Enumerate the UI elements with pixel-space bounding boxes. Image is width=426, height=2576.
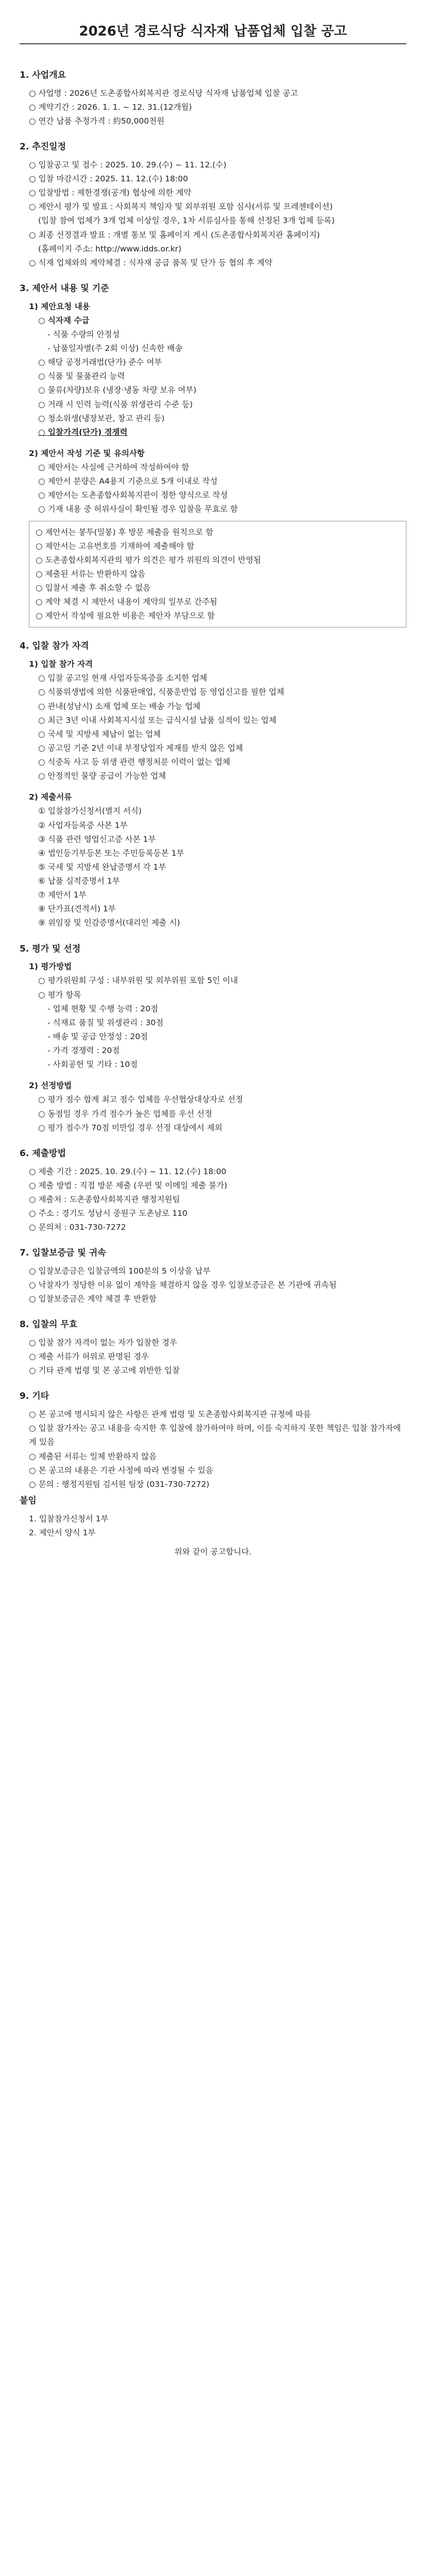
section-heading: 2. 추진일정 [20, 142, 66, 152]
text-line: ○ 문의 : 행정지원팀 김서원 팀장 (031-730-7272) [29, 1479, 209, 1489]
text-line: ○ 제안서 작성에 필요한 비용은 제안자 부담으로 함 [36, 611, 215, 621]
section-7 [20, 1246, 406, 1306]
text-line: ○ 식재 업체와의 계약체결 : 식자재 공급 품목 및 단가 등 협의 후 계약 [29, 258, 273, 267]
text-line: ③ 식품 관련 영업신고증 사본 1부 [38, 834, 156, 844]
text-line: ○ 사업명 : 2026년 도촌종합사회복지관 경로식당 식자재 납품업체 입찰 공고 [29, 88, 298, 98]
text-line: ○ 본 공고의 내용은 기관 사정에 따라 변경될 수 있음 [29, 1465, 214, 1475]
section-2 [20, 140, 406, 270]
text-line: ○ 입찰보증금은 입찰금액의 100분의 5 이상을 납부 [29, 1266, 211, 1276]
text-line: - 업체 현황 및 수행 능력 : 20점 [47, 1004, 158, 1013]
text-line: ○ 평가 점수가 70점 미만일 경우 선정 대상에서 제외 [38, 1123, 223, 1132]
section-9 [20, 1389, 406, 1492]
text-line: ○ 입찰 참가자는 공고 내용을 숙지한 후 입찰에 참가하여야 하며, 이를 숙지하지 못한 책임은 입찰 참가자에게 있음 [29, 1423, 401, 1447]
text-line: - 사회공헌 및 기타 : 10점 [47, 1060, 138, 1070]
text-line: ⑤ 국세 및 지방세 완납증명서 각 1부 [38, 862, 166, 872]
text-line: ○ 동점일 경우 가격 점수가 높은 업체를 우선 선정 [38, 1109, 212, 1118]
section-heading: 1. 사업개요 [20, 70, 66, 80]
text-line: ○ 최근 3년 이내 사회복지시설 또는 급식시설 납품 실적이 있는 업체 [38, 715, 276, 725]
attachment-item: 2. 제안서 양식 1부 [29, 1528, 96, 1537]
text-line: ○ 문의처 : 031-730-7272 [29, 1223, 126, 1232]
section-heading: 9. 기타 [20, 1391, 50, 1402]
text-line: ⑥ 납품 실적증명서 1부 [38, 876, 120, 886]
subsection-heading: 1) 평가방법 [29, 962, 72, 972]
section-6 [20, 1146, 406, 1234]
text-line: ○ 도촌종합사회복지관의 평가 의견은 평가 위원의 의견이 반영됨 [36, 555, 261, 565]
text-line: ○ 주소 : 경기도 성남시 중원구 도촌남로 110 [29, 1208, 188, 1218]
text-line: ② 사업자등록증 사본 1부 [38, 820, 128, 830]
text-line: ○ 제출 기간 : 2025. 10. 29.(수) ~ 11. 12.(수) 18:00 [29, 1166, 226, 1176]
subsection-heading: 2) 제출서류 [29, 792, 72, 802]
document-title: 2026년 경로식당 식자재 납품업체 입찰 공고 [79, 24, 347, 39]
text-line: ○ 평가 항목 [38, 990, 81, 999]
attachments-heading: 붙임 [20, 1495, 37, 1506]
text-line: ○ 청소위생(냉장보관, 창고 관리 등) [38, 413, 165, 423]
text-line: ○ 입찰방법 : 제한경쟁(공개) 협상에 의한 계약 [29, 188, 191, 198]
text-line: ○ 평가위원회 구성 : 내부위원 및 외부위원 포함 5인 이내 [38, 976, 238, 986]
document-body [20, 57, 406, 1559]
text-line: ○ 본 공고에 명시되지 않은 사항은 관계 법령 및 도촌종합사회복지관 규정에 따름 [29, 1410, 311, 1419]
text-line: ○ 제안서는 봉투(밀봉) 후 방문 제출을 원칙으로 함 [36, 527, 214, 537]
text-line: ○ 제안서 분량은 A4용지 기준으로 5개 이내로 작성 [38, 477, 218, 486]
text-line: ⑨ 위임장 및 인감증명서(대리인 제출 시) [38, 918, 181, 928]
text-line: (홈페이지 주소: http://www.idds.or.kr) [38, 244, 182, 253]
text-line: ○ 국세 및 지방세 체납이 없는 업체 [38, 729, 161, 739]
text-line: ○ 입찰 참가 자격이 없는 자가 입찰한 경우 [29, 1338, 177, 1347]
section-heading: 7. 입찰보증금 및 귀속 [20, 1248, 106, 1259]
section-5 [20, 942, 406, 1135]
text-line: ○ 제안서 평가 및 발표 : 사회복지 책임자 및 외부위원 포함 심사(서류 및 프레젠테이션) [29, 202, 333, 212]
section-heading: 3. 제안서 내용 및 기준 [20, 283, 109, 294]
text-line: ○ 제출 서류가 허위로 판명된 경우 [29, 1352, 149, 1362]
subsection-heading: 2) 선정방법 [29, 1081, 72, 1091]
text-line: ○ 제출 방법 : 직접 방문 제출 (우편 및 이메일 제출 불가) [29, 1180, 227, 1190]
text-line: - 배송 및 공급 안정성 : 20점 [47, 1031, 148, 1041]
text-line: ○ 관내(성남시) 소재 업체 또는 배송 가능 업체 [38, 701, 201, 711]
text-line: ○ 최종 선정결과 발표 : 개별 통보 및 홈페이지 게시 (도촌종합사회복지관 홈페이지) [29, 230, 320, 240]
text-line: ○ 식품위생법에 의한 식품판매업, 식품운반업 등 영업신고를 필한 업체 [38, 687, 285, 697]
text-line: ○ 계약기간 : 2026. 1. 1. ~ 12. 31.(12개월) [29, 102, 192, 112]
subsection-heading: 2) 제안서 작성 기준 및 유의사항 [29, 448, 145, 458]
text-line: ○ 물류(차량)보유 (냉장·냉동 차량 보유 여부) [38, 385, 196, 395]
closing-statement: 위와 같이 공고합니다. [174, 1547, 252, 1556]
section-heading: 4. 입찰 참가 자격 [20, 641, 89, 652]
section-heading: 8. 입찰의 무효 [20, 1319, 78, 1330]
text-line: ○ 안정적인 물량 공급이 가능한 업체 [38, 771, 166, 781]
section-8 [20, 1317, 406, 1378]
text-line: - 식재료 품질 및 위생관리 : 30점 [47, 1018, 163, 1027]
text-line: ○ 거래 시 인력 능력(식품 위생관리 수준 등) [38, 399, 193, 409]
text-line: - 납품일자별(주 2회 이상) 신속한 배송 [47, 344, 183, 353]
text-line: ○ 제안서는 사실에 근거하여 작성하여야 함 [38, 463, 189, 472]
text-line: ○ 입찰 마감시간 : 2025. 11. 12.(수) 18:00 [29, 174, 188, 183]
section-1 [20, 68, 406, 128]
text-line: ○ 해당 공정거래법(단가) 준수 여부 [38, 358, 162, 367]
text-line: ○ 제출처 : 도촌종합사회복지관 행정지원팀 [29, 1194, 180, 1204]
text-line: ○ 연간 납품 추정가격 : 約50,000천원 [29, 116, 165, 126]
text-line: (입찰 참여 업체가 3개 업체 이상일 경우, 1차 서류심사를 통해 선정된 3개 업체 등록) [38, 216, 335, 226]
section-heading: 5. 평가 및 선정 [20, 943, 81, 954]
text-line: - 식품 수량의 안정성 [47, 329, 120, 339]
subsection-heading: 1) 입찰 참가 자격 [29, 659, 93, 669]
text-line: ○ 계약 체결 시 제안서 내용이 계약의 일부로 간주됨 [36, 597, 218, 607]
text-line: ○ 공고일 기준 2년 이내 부정당업자 제재를 받지 않은 업체 [38, 743, 243, 753]
text-line: ○ 식중독 사고 등 위생 관련 행정처분 이력이 없는 업체 [38, 757, 231, 767]
text-line: ○ 식자재 수급 [38, 315, 90, 325]
subsection-heading: 1) 제안요청 내용 [29, 301, 90, 311]
text-line: ○ 평가 점수 합계 최고 점수 업체를 우선협상대상자로 선정 [38, 1095, 243, 1105]
notice-box [29, 521, 406, 628]
text-line: ○ 입찰 공고일 현재 사업자등록증을 소지한 업체 [38, 673, 207, 683]
section-3 [20, 281, 406, 628]
text-line: ○ 기타 관계 법령 및 본 공고에 위반한 입찰 [29, 1366, 180, 1376]
text-line: ○ 제출된 서류는 반환하지 않음 [36, 569, 145, 579]
text-line: ○ 입찰공고 및 접수 : 2025. 10. 29.(수) ~ 11. 12.(수) [29, 160, 226, 170]
text-line: ○ 제안서는 도촌종합사회복지관이 정한 양식으로 작성 [38, 490, 228, 500]
text-line: ○ 입찰서 제출 후 취소할 수 없음 [36, 583, 151, 592]
title-divider [20, 43, 406, 44]
text-line: ① 입찰참가신청서(별지 서식) [38, 806, 142, 816]
text-line: ○ 제출된 서류는 일체 반환하지 않음 [29, 1451, 157, 1461]
text-line: ○ 입찰보증금은 계약 체결 후 반환함 [29, 1294, 157, 1304]
attachments [20, 1494, 406, 1540]
text-line: ⑧ 단가표(견적서) 1부 [38, 904, 116, 914]
text-line: ⑦ 제안서 1부 [38, 890, 87, 900]
text-line: ○ 낙찰자가 정당한 이유 없이 계약을 체결하지 않을 경우 입찰보증금은 본 기관에 귀속됨 [29, 1280, 337, 1290]
text-line: ○ 식품 및 물품관리 능력 [38, 371, 125, 381]
text-line: ○ 제안서는 고유번호를 기재하여 제출해야 함 [36, 541, 194, 551]
text-line: ○ 입찰가격(단가) 경쟁력 [38, 427, 128, 437]
text-line: ○ 기재 내용 중 허위사실이 확인될 경우 입찰을 무효로 함 [38, 504, 238, 514]
section-4 [20, 639, 406, 930]
text-line: - 가격 경쟁력 : 20점 [47, 1046, 120, 1055]
section-heading: 6. 제출방법 [20, 1148, 66, 1159]
attachment-item: 1. 입찰참가신청서 1부 [29, 1514, 109, 1523]
text-line: ④ 법인등기부등본 또는 주민등록등본 1부 [38, 848, 185, 858]
